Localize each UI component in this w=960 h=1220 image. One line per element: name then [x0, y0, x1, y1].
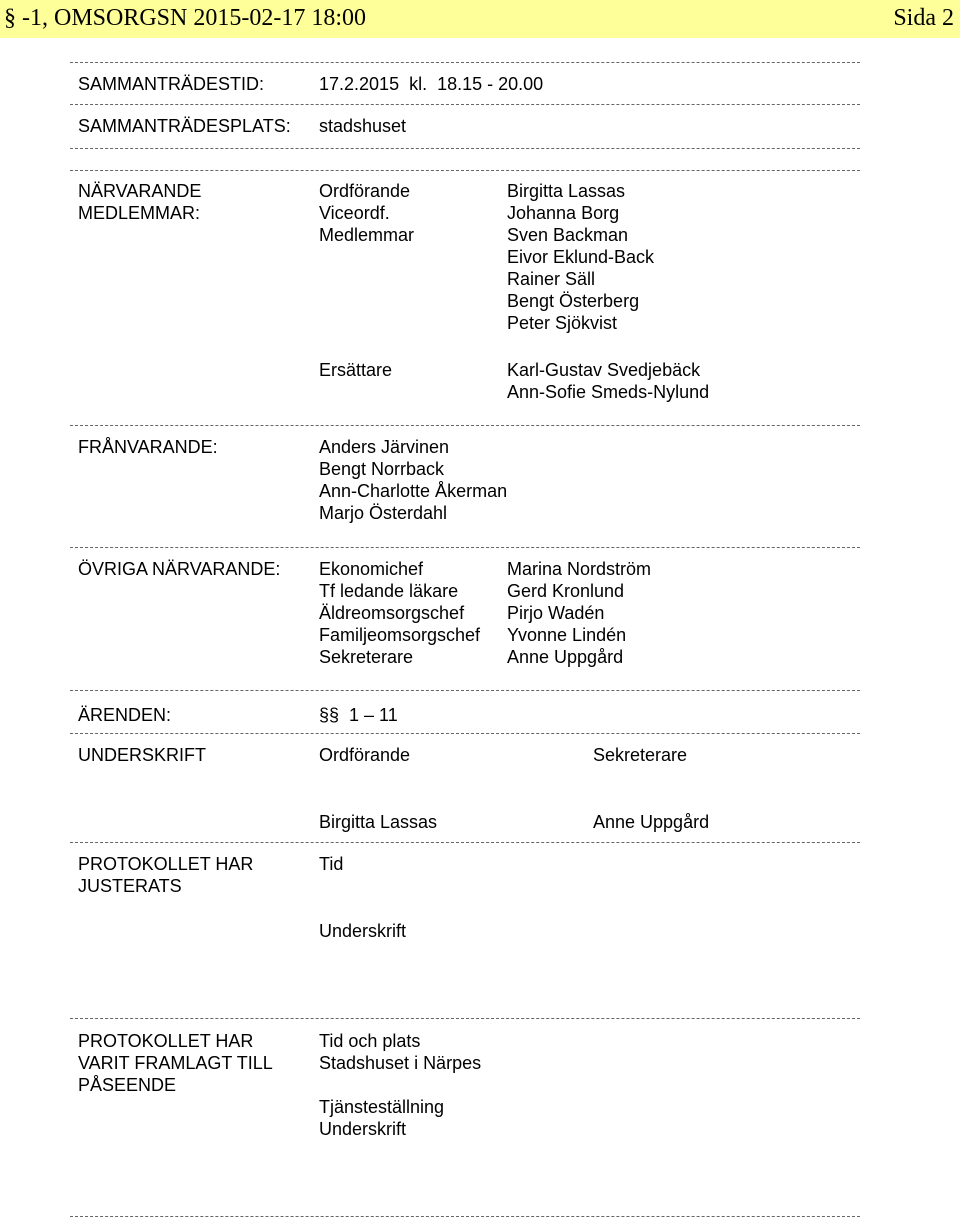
divider	[70, 733, 860, 734]
other-role: Sekreterare	[319, 647, 414, 667]
other-name: Marina Nordström	[507, 559, 652, 579]
meeting-time-label: SAMMANTRÄDESTID:	[78, 74, 265, 94]
member-name: Johanna Borg	[507, 203, 620, 223]
absent-name: Marjo Österdahl	[319, 503, 448, 523]
secretary-role-label: Sekreterare	[593, 745, 688, 765]
signature-label: UNDERSKRIFT	[78, 745, 207, 765]
page-number: Sida 2	[893, 5, 954, 31]
meeting-place-label: SAMMANTRÄDESPLATS:	[78, 116, 291, 136]
displayed-label-line: PROTOKOLLET HAR	[78, 1031, 254, 1051]
divider	[70, 547, 860, 548]
absent-label: FRÅNVARANDE:	[78, 437, 218, 457]
header-title: § -1, OMSORGSN 2015-02-17 18:00	[4, 5, 367, 31]
present-label-line: NÄRVARANDE	[78, 181, 202, 201]
page-header	[0, 0, 960, 38]
other-role: Familjeomsorgschef	[319, 625, 481, 645]
member-name: Peter Sjökvist	[507, 313, 618, 333]
divider	[70, 425, 860, 426]
substitute-names	[507, 359, 709, 403]
present-names	[507, 180, 654, 334]
adjusted-label-line: JUSTERATS	[78, 876, 182, 896]
adjusted-label-line: PROTOKOLLET HAR	[78, 854, 254, 874]
adjusted-time-label: Tid	[319, 854, 344, 874]
matters-value: §§ 1 – 11	[319, 705, 398, 725]
present-label-line: MEDLEMMAR:	[78, 203, 201, 223]
substitute-name: Ann-Sofie Smeds-Nylund	[507, 382, 710, 402]
others-names	[507, 558, 651, 668]
divider	[70, 104, 860, 105]
absent-names	[319, 436, 507, 524]
meeting-time-value: 17.2.2015 kl. 18.15 - 20.00	[319, 74, 544, 94]
other-name: Gerd Kronlund	[507, 581, 625, 601]
divider	[70, 1018, 860, 1019]
displayed-label	[78, 1030, 273, 1096]
absent-name: Ann-Charlotte Åkerman	[319, 481, 508, 501]
displayed-time-place	[319, 1030, 481, 1074]
secretary-signature-name: Anne Uppgård	[593, 812, 710, 832]
displayed-signature-block	[319, 1096, 444, 1140]
chair-role-label: Ordförande	[319, 745, 411, 765]
adjusted-label	[78, 853, 253, 897]
divider	[70, 842, 860, 843]
other-name: Pirjo Wadén	[507, 603, 605, 623]
divider	[70, 148, 860, 149]
other-role: Äldreomsorgschef	[319, 603, 465, 623]
role-members: Medlemmar	[319, 225, 415, 245]
divider	[70, 62, 860, 63]
member-name: Sven Backman	[507, 225, 629, 245]
role-vice-chair: Viceordf.	[319, 203, 390, 223]
role-substitutes: Ersättare	[319, 360, 393, 380]
present-roles	[319, 180, 414, 246]
meeting-place-value: stadshuset	[319, 116, 407, 136]
displayed-label-line: VARIT FRAMLAGT TILL	[78, 1053, 273, 1073]
other-name: Yvonne Lindén	[507, 625, 627, 645]
time-place-value: Stadshuset i Närpes	[319, 1053, 482, 1073]
position-label: Tjänsteställning	[319, 1097, 445, 1117]
adjusted-signature-label: Underskrift	[319, 921, 407, 941]
matters-label: ÄRENDEN:	[78, 705, 172, 725]
others-roles	[319, 558, 480, 668]
role-chair: Ordförande	[319, 181, 411, 201]
displayed-label-line: PÅSEENDE	[78, 1075, 177, 1095]
divider	[70, 170, 860, 171]
member-name: Birgitta Lassas	[507, 181, 626, 201]
member-name: Rainer Säll	[507, 269, 596, 289]
substitute-name: Karl-Gustav Svedjebäck	[507, 360, 701, 380]
time-place-label: Tid och plats	[319, 1031, 421, 1051]
member-name: Eivor Eklund-Back	[507, 247, 655, 267]
absent-name: Bengt Norrback	[319, 459, 445, 479]
divider	[70, 1216, 860, 1217]
other-name: Anne Uppgård	[507, 647, 624, 667]
others-label: ÖVRIGA NÄRVARANDE:	[78, 559, 281, 579]
absent-name: Anders Järvinen	[319, 437, 450, 457]
other-role: Ekonomichef	[319, 559, 424, 579]
member-name: Bengt Österberg	[507, 291, 640, 311]
chair-signature-name: Birgitta Lassas	[319, 812, 438, 832]
present-label	[78, 180, 201, 224]
displayed-signature-label: Underskrift	[319, 1119, 407, 1139]
other-role: Tf ledande läkare	[319, 581, 459, 601]
divider	[70, 690, 860, 691]
